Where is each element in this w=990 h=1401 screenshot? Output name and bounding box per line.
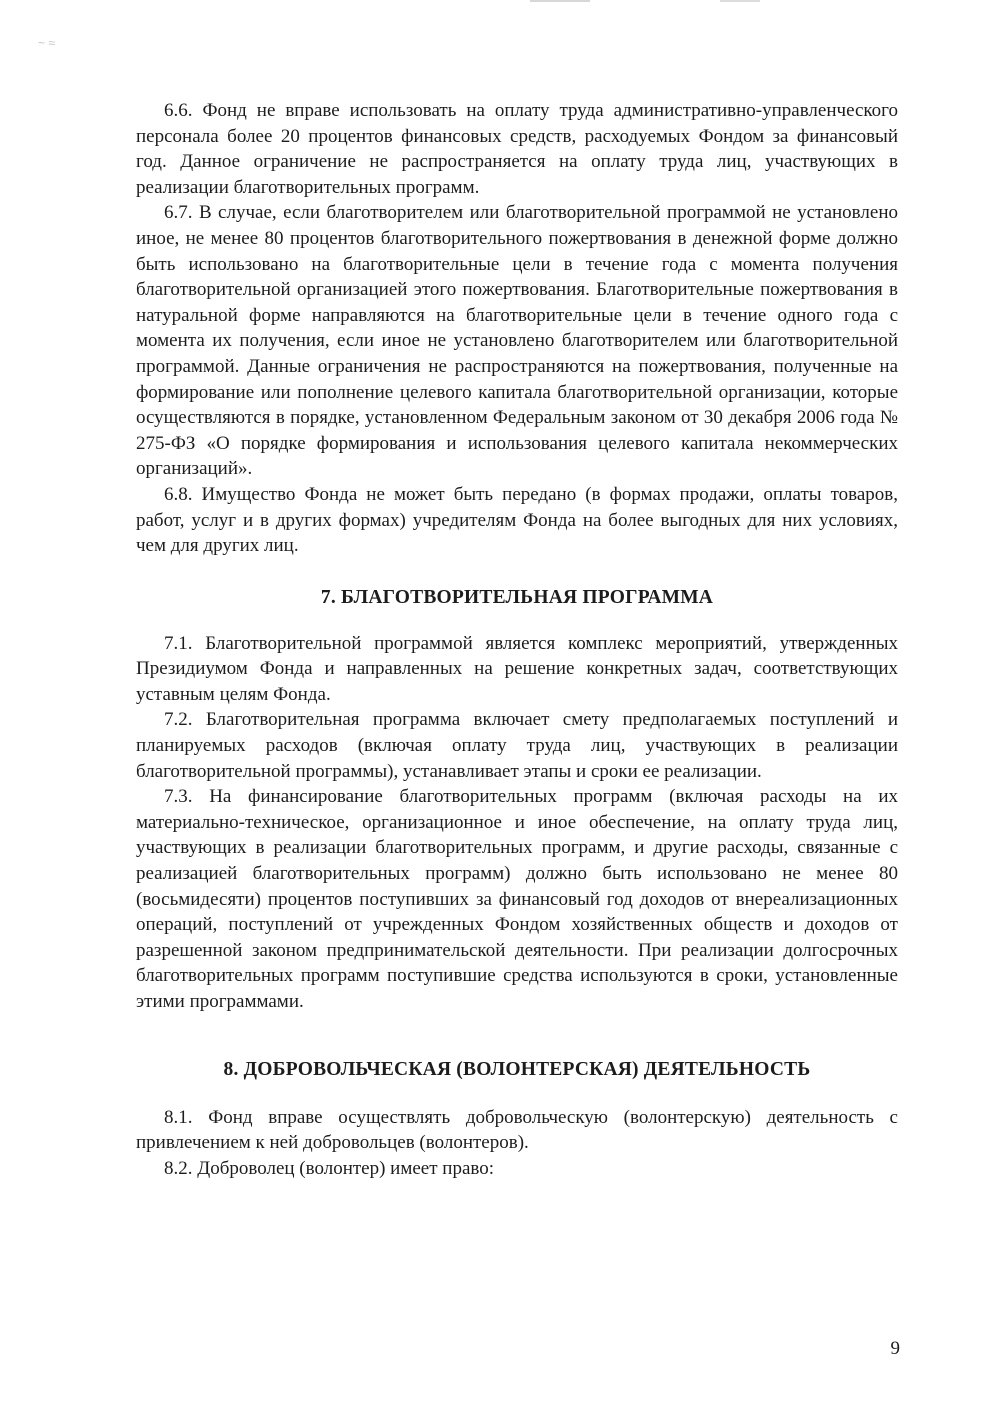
paragraph-8-2: 8.2. Доброволец (волонтер) имеет право: (164, 1157, 495, 1179)
paragraph-7-1: 7.1. Благотворительной программой является комплекс мероприятий, утвержденных Президиумом Фонда и направленных на решение конкретных задач, соответствующих уставным целям Фонда. (136, 632, 898, 705)
paragraph-6-8: 6.8. Имущество Фонда не может быть передано (в формах продажи, оплаты товаров, работ, услуг и в других формах) учредителям Фонда на более выгодных для них условиях, чем для других лиц. (136, 483, 898, 557)
document-body (136, 98, 898, 1181)
paragraph-7-3: 7.3. На финансирование благотворительных программ (включая расходы на их материально-техническое, организационное и иное обеспечение, на оплату труда лиц, участвующих в реализации благотворительных программ, и другие расходы, связанные с реализацией благотворительных программ) должно быть использовано не менее 80 (восьмидесяти) процентов поступивших за финансовый год доходов от внереализационных операций, поступлений от учрежденных Фондом хозяйственных обществ и доходов от разрешенной законом предпринимательской деятельности. При реализации долгосрочных благотворительных программ поступившие средства используются в сроки, установленные этими программами. (136, 786, 898, 1012)
scan-artifact-line (720, 0, 760, 2)
section-7-heading: 7. БЛАГОТВОРИТЕЛЬНАЯ ПРОГРАММА (320, 586, 714, 608)
section-8-heading: 8. ДОБРОВОЛЬЧЕСКАЯ (ВОЛОНТЕРСКАЯ) ДЕЯТЕЛЬНОСТЬ (223, 1058, 811, 1080)
paragraph-8-1: 8.1. Фонд вправе осуществлять добровольческую (волонтерскую) деятельность с привлечением к ней добровольцев (волонтеров). (136, 1106, 898, 1154)
scan-artifact-mark: ~ ≈ (38, 36, 55, 50)
scan-artifact-line (530, 0, 590, 2)
paragraph-7-2: 7.2. Благотворительная программа включает смету предполагаемых поступлений и планируемых расходов (включая оплату труда лиц, участвующих в реализации благотворительной программы), устанавливает этапы и сроки ее реализации. (136, 709, 898, 782)
paragraph-6-6: 6.6. Фонд не вправе использовать на оплату труда административно-управленческого персонала более 20 процентов финансовых средств, расходуемых Фондом за финансовый год. Данное ограничение не распространяется на оплату труда лиц, участвующих в реализации благотворительных программ. (136, 100, 898, 198)
paragraph-6-7: 6.7. В случае, если благотворителем или благотворительной программой не установлено иное, не менее 80 процентов благотворительного пожертвования в денежной форме должно быть использовано на благотворительные цели в течение года с момента получения благотворительной организацией этого пожертвования. Благотворительные пожертвования в натуральной форме направляются на благотворительные цели в течение одного года с момента их получения, если иное не установлено благотворителем или благотворительной программой. Данные ограничения не распространяются на пожертвования, полученные на формирование или пополнение целевого капитала благотворительной организации, которые осуществляются в порядке, установленном Федеральным законом от 30 декабря 2006 года № 275-ФЗ «О порядке формирования и использования целевого капитала некоммерческих организаций». (136, 202, 898, 480)
page-number: 9 (890, 1338, 900, 1359)
